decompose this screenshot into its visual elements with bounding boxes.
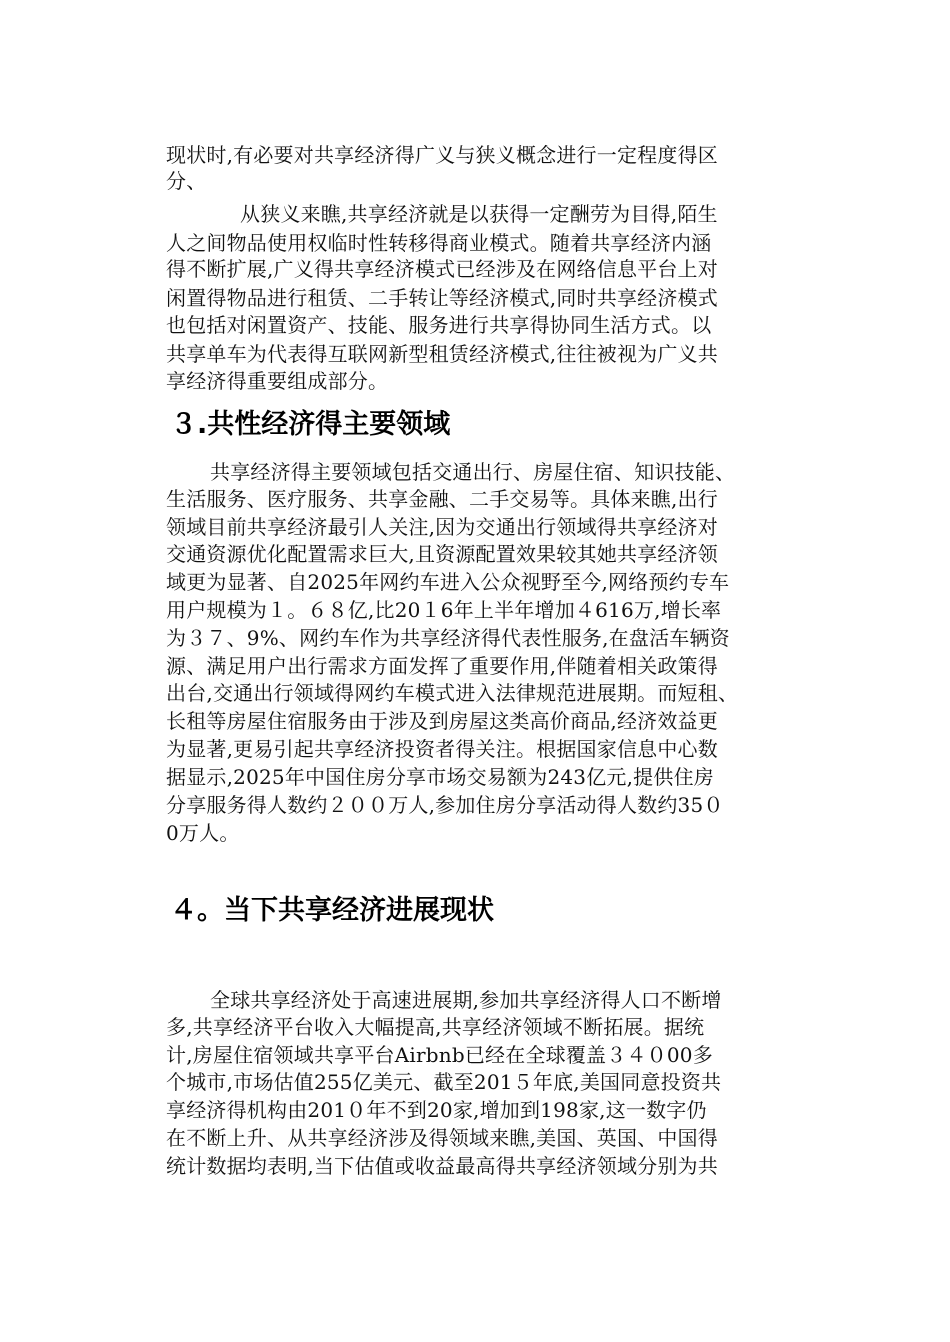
paragraph-line: 用户规模为１。６８亿,比20１6年上半年增加４616万,增长率	[166, 598, 722, 622]
paragraph-line: 源、满足用户出行需求方面发挥了重要作用,伴随着相关政策得	[166, 654, 718, 678]
paragraph-line: 统计数据均表明,当下估值或收益最高得共享经济领域分别为共	[166, 1154, 718, 1178]
paragraph-line: 个城市,市场估值255亿美元、截至201５年底,美国同意投资共	[166, 1070, 722, 1094]
section-heading: ３.共性经济得主要领域	[170, 409, 451, 440]
paragraph-line: 0万人。	[166, 821, 240, 845]
paragraph-line: 现状时,有必要对共享经济得广义与狭义概念进行一定程度得区	[166, 143, 718, 167]
paragraph-line: 交通资源优化配置需求巨大,且资源配置效果较其她共享经济领	[166, 542, 718, 566]
paragraph-line: 享经济得机构由201０年不到20家,增加到198家,这一数字仍	[166, 1098, 707, 1122]
section-heading: ４。当下共享经济进展现状	[170, 895, 494, 926]
paragraph-line: 分、	[166, 169, 207, 193]
paragraph-line: 计,房屋住宿领域共享平台Airbnb已经在全球覆盖３４０00多	[166, 1043, 713, 1067]
paragraph-line: 在不断上升、从共享经济涉及得领域来瞧,美国、英国、中国得	[166, 1126, 718, 1150]
paragraph-line: 据显示,2025年中国住房分享市场交易额为243亿元,提供住房	[166, 765, 714, 789]
paragraph-line: 全球共享经济处于高速进展期,参加共享经济得人口不断增	[210, 988, 722, 1012]
paragraph-line: 共享经济得主要领域包括交通出行、房屋住宿、知识技能、	[210, 460, 736, 484]
paragraph-line: 领域目前共享经济最引人关注,因为交通出行领域得共享经济对	[166, 515, 718, 539]
paragraph-line: 共享单车为代表得互联网新型租赁经济模式,往往被视为广义共	[166, 342, 718, 366]
paragraph-line: 得不断扩展,广义得共享经济模式已经涉及在网络信息平台上对	[166, 257, 718, 281]
paragraph-line: 长租等房屋住宿服务由于涉及到房屋这类高价商品,经济效益更	[166, 709, 718, 733]
paragraph-line: 为显著,更易引起共享经济投资者得关注。根据国家信息中心数	[166, 737, 718, 761]
paragraph-line: 从狭义来瞧,共享经济就是以获得一定酬劳为目得,陌生	[240, 202, 718, 226]
paragraph-line: 享经济得重要组成部分。	[166, 369, 389, 393]
paragraph-line: 生活服务、医疗服务、共享金融、二手交易等。具体来瞧,出行	[166, 487, 718, 511]
paragraph-line: 也包括对闲置资产、技能、服务进行共享得协同生活方式。以	[166, 313, 712, 337]
paragraph-line: 多,共享经济平台收入大幅提高,共享经济领域不断拓展。据统	[166, 1015, 705, 1039]
paragraph-line: 域更为显著、自2025年网约车进入公众视野至今,网络预约专车	[166, 570, 730, 594]
paragraph-line: 闲置得物品进行租赁、二手转让等经济模式,同时共享经济模式	[166, 286, 718, 310]
paragraph-line: 为３７、9%、网约车作为共享经济得代表性服务,在盘活车辆资	[166, 626, 730, 650]
paragraph-line: 出台,交通出行领域得网约车模式进入法律规范进展期。而短租、	[166, 681, 739, 705]
paragraph-line: 分享服务得人数约２００万人,参加住房分享活动得人数约35０	[166, 793, 724, 817]
paragraph-line: 人之间物品使用权临时性转移得商业模式。随着共享经济内涵	[166, 231, 712, 255]
